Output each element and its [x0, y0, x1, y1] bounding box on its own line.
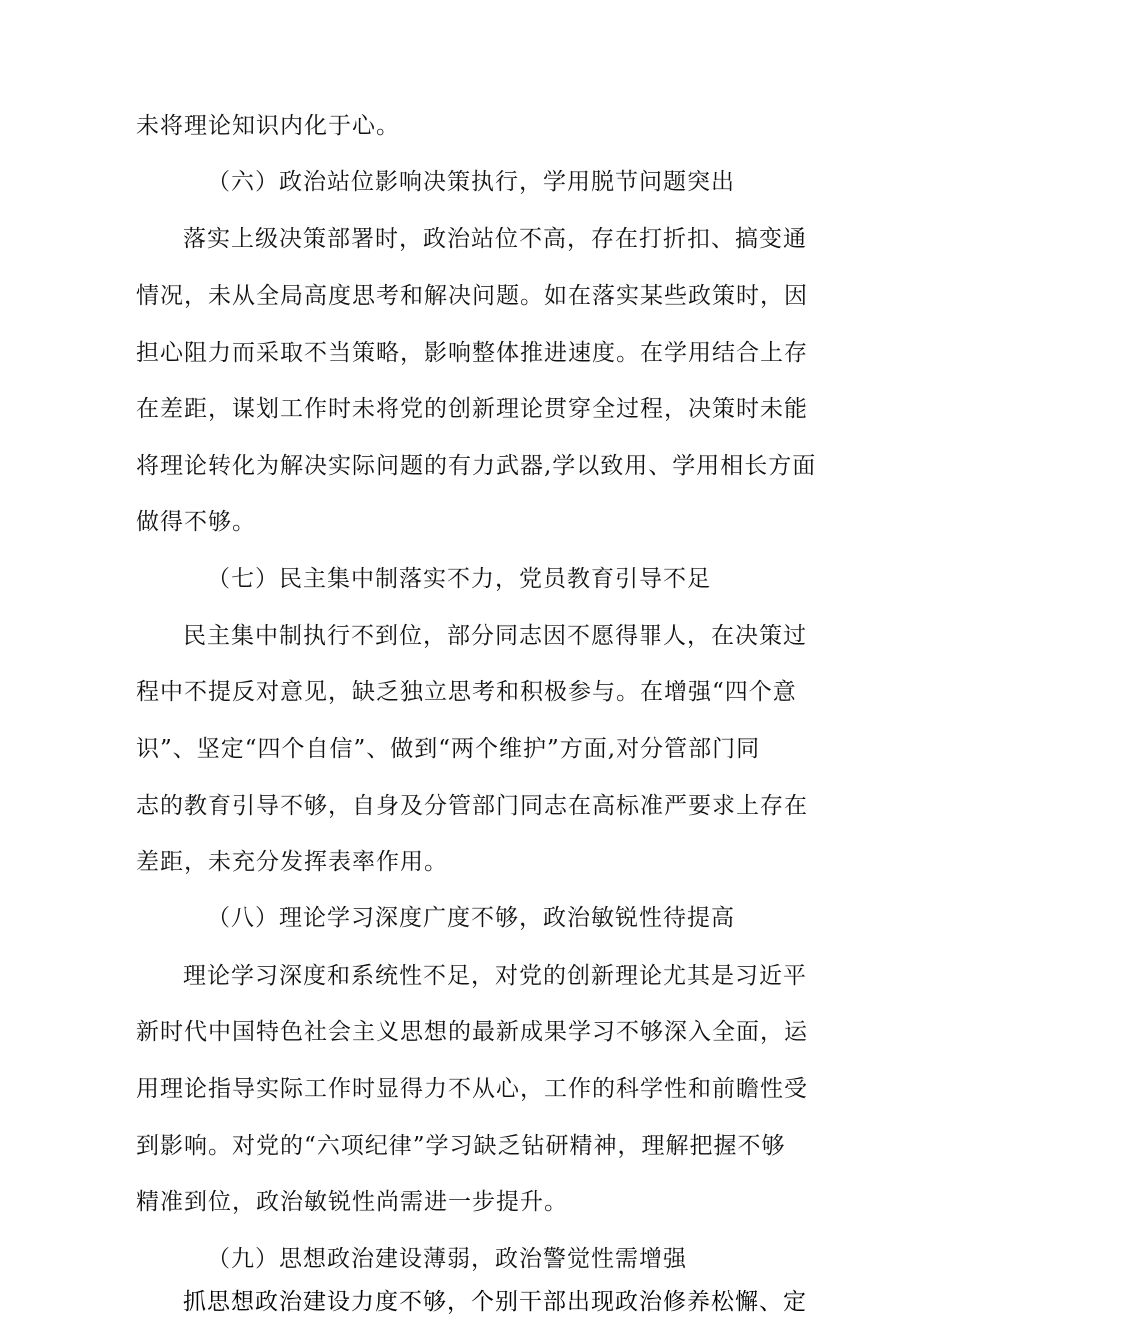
body-line: 用理论指导实际工作时显得力不从心，工作的科学性和前瞻性受 [136, 1076, 808, 1102]
section-heading-six: （六）政治站位影响决策执行，学用脱节问题突出 [207, 169, 735, 195]
body-line: 在差距，谋划工作时未将党的创新理论贯穿全过程，决策时未能 [136, 396, 808, 422]
body-line: 程中不提反对意见，缺乏独立思考和积极参与。在增强“四个意 [136, 679, 797, 705]
section-heading-nine: （九）思想政治建设薄弱，政治警觉性需增强 [207, 1246, 687, 1272]
section-heading-eight: （八）理论学习深度广度不够，政治敏锐性待提高 [207, 905, 735, 931]
body-line: 做得不够。 [136, 509, 256, 535]
body-line: 未将理论知识内化于心。 [136, 113, 400, 139]
body-line: 新时代中国特色社会主义思想的最新成果学习不够深入全面，运 [136, 1019, 808, 1045]
body-line: 精准到位，政治敏锐性尚需进一步提升。 [136, 1189, 568, 1215]
body-line: 到影响。对党的“六项纪律”学习缺乏钻研精神，理解把握不够 [136, 1133, 786, 1159]
body-line-partial: 抓思想政治建设力度不够，个别干部出现政治修养松懈、定 [183, 1289, 807, 1314]
body-line: 识”、坚定“四个自信”、做到“两个维护”方面,对分管部门同 [136, 736, 761, 762]
section-heading-seven: （七）民主集中制落实不力，党员教育引导不足 [207, 566, 711, 592]
body-line: 民主集中制执行不到位，部分同志因不愿得罪人，在决策过 [183, 623, 807, 649]
body-line: 志的教育引导不够，自身及分管部门同志在高标准严要求上存在 [136, 793, 808, 819]
body-line: 担心阻力而采取不当策略，影响整体推进速度。在学用结合上存 [136, 340, 808, 366]
body-line: 差距，未充分发挥表率作用。 [136, 849, 448, 875]
body-line: 情况，未从全局高度思考和解决问题。如在落实某些政策时，因 [136, 283, 808, 309]
body-line: 将理论转化为解决实际问题的有力武器,学以致用、学用相长方面 [136, 453, 817, 479]
body-line: 理论学习深度和系统性不足，对党的创新理论尤其是习近平 [183, 963, 807, 989]
body-line: 落实上级决策部署时，政治站位不高，存在打折扣、搞变通 [183, 226, 807, 252]
